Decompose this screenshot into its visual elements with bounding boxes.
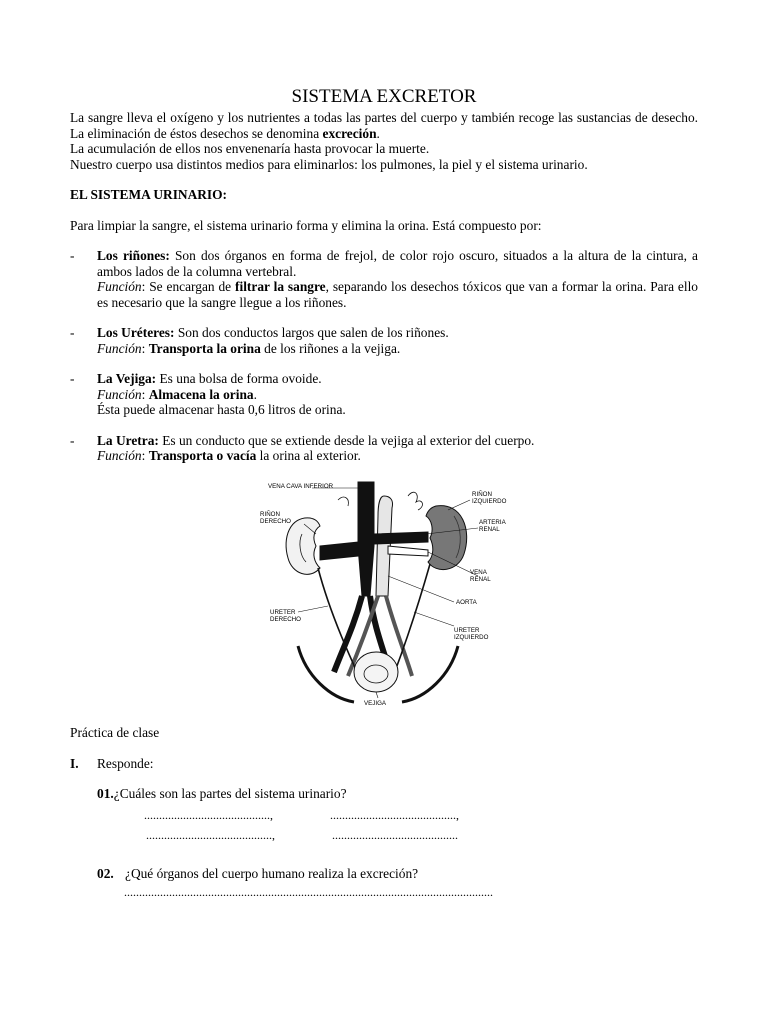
label-aorta: AORTA (456, 599, 477, 606)
label-vejiga: VEJIGA (364, 700, 387, 707)
term-excrecion: excreción (322, 125, 377, 141)
section-intro: Para limpiar la sangre, el sistema urinario forma y elimina la orina. Está compuesto por: (70, 217, 542, 233)
label-ureter-derecho-1: URETER (270, 609, 296, 616)
intro-paragraph-1: La sangre lleva el oxígeno y los nutrientes a todas las partes del cuerpo y también recoge las sustancias de desecho. La eliminación de éstos desechos se denomina excreción. (70, 110, 698, 141)
label-vena-cava: VENA CAVA INFERIOR (268, 483, 334, 490)
worksheet-body (70, 86, 698, 464)
intro-paragraph-2: La acumulación de ellos nos envenenaría hasta provocar la muerte. (70, 141, 430, 156)
label-vena-renal-1: VENA (470, 569, 487, 576)
organ-name: Los Uréteres: (97, 325, 175, 340)
bladder-shape (354, 652, 398, 692)
practice-heading: Práctica de clase (70, 725, 160, 740)
intro-paragraph-3: Nuestro cuerpo usa distintos medios para eliminarlos: los pulmones, la piel y el sistema urinario. (70, 156, 588, 172)
label-arteria-1: ARTERIA (479, 519, 506, 526)
list-item-ureteres: - Los Uréteres: Son dos conductos largos que salen de los riñones. Función: Transporta la orina de los riñones a la vejiga. (70, 325, 449, 356)
kidney-right-shape (286, 518, 320, 574)
list-dash: - (70, 371, 75, 386)
instruction-row (70, 756, 698, 772)
label-ureter-izquierdo-1: URETER (454, 627, 480, 634)
urinary-system-diagram (258, 476, 507, 708)
question-2 (70, 866, 698, 882)
urinary-system-drawing (258, 476, 507, 708)
answer-blank[interactable]: ........................................................................................................................... (124, 885, 493, 899)
label-rinon-izquierdo-1: RIÑON (472, 491, 492, 498)
instruction-text: Responde: (97, 755, 154, 771)
label-rinon-derecho-1: RIÑON (260, 511, 280, 518)
label-vena-renal-2: RENAL (470, 576, 491, 583)
organ-name: La Uretra: (97, 432, 159, 448)
list-dash: - (70, 432, 75, 448)
list-dash: - (70, 325, 75, 340)
label-rinon-derecho-2: DERECHO (260, 518, 291, 525)
label-rinon-izquierdo-2: IZQUIERDO (472, 498, 507, 505)
label-ureter-derecho-2: DERECHO (270, 616, 301, 623)
answer-blanks-2 (70, 881, 698, 901)
question-text: ¿Qué órganos del cuerpo humano realiza la excreción? (125, 865, 419, 881)
answer-blank[interactable]: .........................................., (146, 827, 275, 842)
practice-section (70, 725, 698, 901)
list-item-vejiga: - La Vejiga: Es una bolsa de forma ovoide. Función: Almacena la orina. Ésta puede almacenar hasta 0,6 litros de orina. (70, 371, 346, 417)
list-item-uretra: - La Uretra: Es un conducto que se extiende desde la vejiga al exterior del cuerpo. Función: Transporta o vacía la orina al exterior. (70, 432, 535, 463)
page-title: SISTEMA EXCRETOR (291, 86, 477, 107)
answer-blank[interactable]: .........................................., (330, 807, 459, 822)
roman-numeral: I. (70, 755, 79, 771)
label-ureter-izquierdo-2: IZQUIERDO (454, 634, 489, 641)
answer-blanks-1 (70, 802, 698, 848)
question-number: 02. (97, 865, 114, 881)
list-item-rinones: - Los riñones: Son dos órganos en forma de frejol, de color rojo oscuro, situados a la altura de la cintura, a ambos lados de la columna vertebral. Función: Se encargan de filtrar la sangre, separando los desechos tóxicos que van a formar la orina. Para ello es necesario que la sangre llegue a los riñones. (70, 248, 698, 310)
organ-name: La Vejiga: (97, 371, 157, 386)
list-dash: - (70, 248, 75, 263)
answer-blank[interactable]: .......................................... (332, 827, 458, 842)
answer-blank[interactable]: .........................................., (144, 807, 273, 822)
section-heading: EL SISTEMA URINARIO: (70, 187, 228, 202)
vena-cava-shape (358, 482, 374, 596)
organ-name: Los riñones: (97, 248, 170, 263)
question-text: ¿Cuáles son las partes del sistema urinario? (113, 786, 347, 801)
question-1 (70, 786, 698, 802)
question-number: 01. (97, 786, 114, 801)
label-arteria-2: RENAL (479, 526, 500, 533)
